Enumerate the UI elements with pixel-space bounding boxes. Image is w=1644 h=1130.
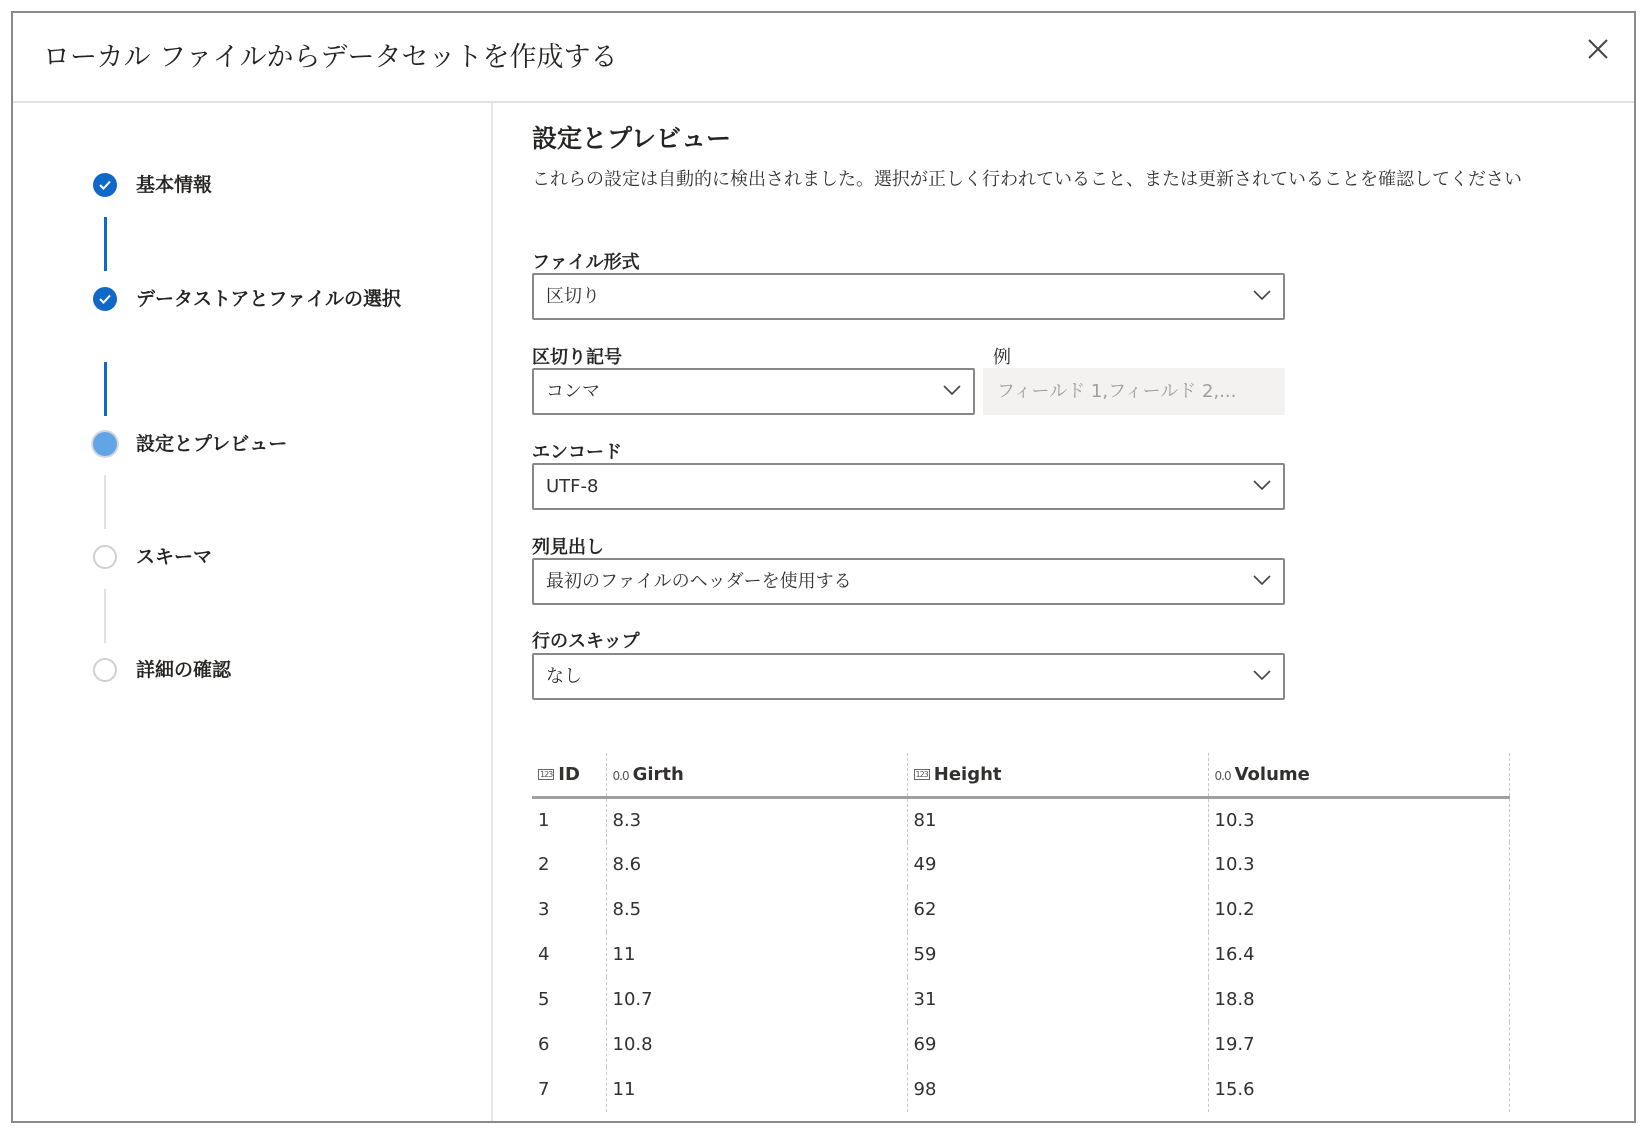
table-cell: 4 — [538, 944, 550, 965]
chevron-down-icon — [1253, 574, 1271, 586]
table-header-row — [532, 753, 1509, 797]
check-circle-icon — [93, 173, 117, 197]
table-cell: 81 — [907, 797, 1208, 842]
table-cell: 10.7 — [606, 977, 907, 1022]
step-label: データストアとファイルの選択 — [136, 288, 402, 310]
table-cell: 16.4 — [1208, 932, 1509, 977]
table-row — [532, 977, 1509, 1022]
table-cell: 11 — [606, 932, 907, 977]
table-row — [532, 1067, 1509, 1112]
table-cell: 3 — [538, 899, 550, 920]
decimal-type-icon: 0.0 — [1214, 768, 1231, 783]
empty-circle-icon — [93, 658, 117, 682]
table-cell: 98 — [907, 1067, 1208, 1112]
check-circle-icon — [93, 287, 117, 311]
table-cell: 62 — [907, 887, 1208, 932]
column-header-id — [532, 753, 606, 797]
column-name: Girth — [632, 763, 684, 785]
close-button[interactable] — [1584, 35, 1612, 63]
column-header-girth — [606, 753, 907, 797]
table-cell: 31 — [907, 977, 1208, 1022]
table-cell: 8.5 — [606, 887, 907, 932]
column-headers-label: 列見出し — [532, 537, 604, 558]
step-datastore-file[interactable] — [93, 287, 416, 315]
dropdown-value: 最初のファイルのヘッダーを使用する — [546, 571, 852, 592]
delimiter-dropdown[interactable] — [532, 368, 975, 415]
integer-type-icon: 123 — [540, 770, 553, 780]
settings-panel — [532, 103, 1634, 1121]
table-cell: 8.3 — [606, 797, 907, 842]
table-row — [532, 842, 1509, 887]
dropdown-value: コンマ — [546, 381, 600, 402]
table-cell: 10.8 — [606, 1022, 907, 1067]
decimal-type-icon: 0.0 — [612, 768, 629, 783]
table-cell: 10.3 — [1208, 797, 1509, 842]
step-label: スキーマ — [136, 546, 213, 568]
table-cell: 15.6 — [1208, 1067, 1509, 1112]
column-header-volume — [1208, 753, 1509, 797]
empty-circle-icon — [93, 545, 117, 569]
table-cell: 7 — [538, 1079, 550, 1100]
table-cell: 59 — [907, 932, 1208, 977]
chevron-down-icon — [943, 384, 961, 396]
skip-rows-label: 行のスキップ — [532, 631, 640, 652]
close-icon — [1584, 35, 1612, 63]
delimiter-label: 区切り記号 — [532, 347, 622, 368]
create-dataset-dialog — [11, 11, 1636, 1123]
table-cell: 1 — [538, 809, 550, 831]
table-cell: 69 — [907, 1022, 1208, 1067]
step-connector — [104, 217, 107, 271]
table-cell: 49 — [907, 842, 1208, 887]
table-cell: 10.2 — [1208, 887, 1509, 932]
table-row — [532, 797, 1509, 842]
table-cell: 8.6 — [606, 842, 907, 887]
dialog-title: ローカル ファイルからデータセットを作成する — [43, 42, 618, 73]
table-cell: 11 — [606, 1067, 907, 1112]
column-headers-dropdown[interactable] — [532, 558, 1285, 605]
column-header-height — [907, 753, 1208, 797]
step-label: 基本情報 — [136, 174, 213, 196]
dropdown-value: 区切り — [546, 286, 600, 307]
data-preview-table — [532, 753, 1510, 1112]
table-cell: 10.3 — [1208, 842, 1509, 887]
step-label: 設定とプレビュー — [136, 433, 288, 455]
integer-type-icon: 123 — [915, 770, 928, 780]
current-step-icon — [93, 432, 117, 456]
encoding-dropdown[interactable] — [532, 463, 1285, 510]
step-connector — [104, 362, 107, 416]
chevron-down-icon — [1253, 479, 1271, 491]
chevron-down-icon — [1253, 669, 1271, 681]
dialog-header — [13, 13, 1634, 103]
section-heading: 設定とプレビュー — [532, 124, 732, 153]
wizard-steps — [13, 103, 493, 1121]
column-name: Height — [933, 763, 1002, 785]
step-basic-info[interactable] — [93, 173, 416, 201]
example-label: 例 — [993, 347, 1011, 368]
file-format-dropdown[interactable] — [532, 273, 1285, 320]
section-description: これらの設定は自動的に検出されました。選択が正しく行われていること、または更新されていることを確認してください — [532, 169, 1522, 190]
column-name: ID — [558, 763, 580, 785]
table-cell: 2 — [538, 854, 550, 875]
step-schema[interactable] — [93, 545, 416, 573]
table-cell: 19.7 — [1208, 1022, 1509, 1067]
table-row — [532, 932, 1509, 977]
step-connector — [104, 589, 106, 643]
table-cell: 5 — [538, 989, 550, 1010]
dropdown-value: なし — [546, 666, 582, 687]
skip-rows-dropdown[interactable] — [532, 653, 1285, 700]
column-name: Volume — [1234, 763, 1310, 785]
step-connector — [104, 475, 106, 529]
encoding-label: エンコード — [532, 442, 622, 463]
table-row — [532, 1022, 1509, 1067]
step-settings-preview[interactable] — [93, 432, 416, 460]
table-cell: 6 — [538, 1034, 550, 1055]
dropdown-value: UTF-8 — [546, 476, 599, 497]
table-cell: 18.8 — [1208, 977, 1509, 1022]
file-format-label: ファイル形式 — [532, 252, 640, 273]
example-field: フィールド 1,フィールド 2,... — [983, 368, 1285, 415]
chevron-down-icon — [1253, 289, 1271, 301]
table-row — [532, 887, 1509, 932]
step-label: 詳細の確認 — [136, 659, 232, 681]
step-review[interactable] — [93, 658, 416, 686]
